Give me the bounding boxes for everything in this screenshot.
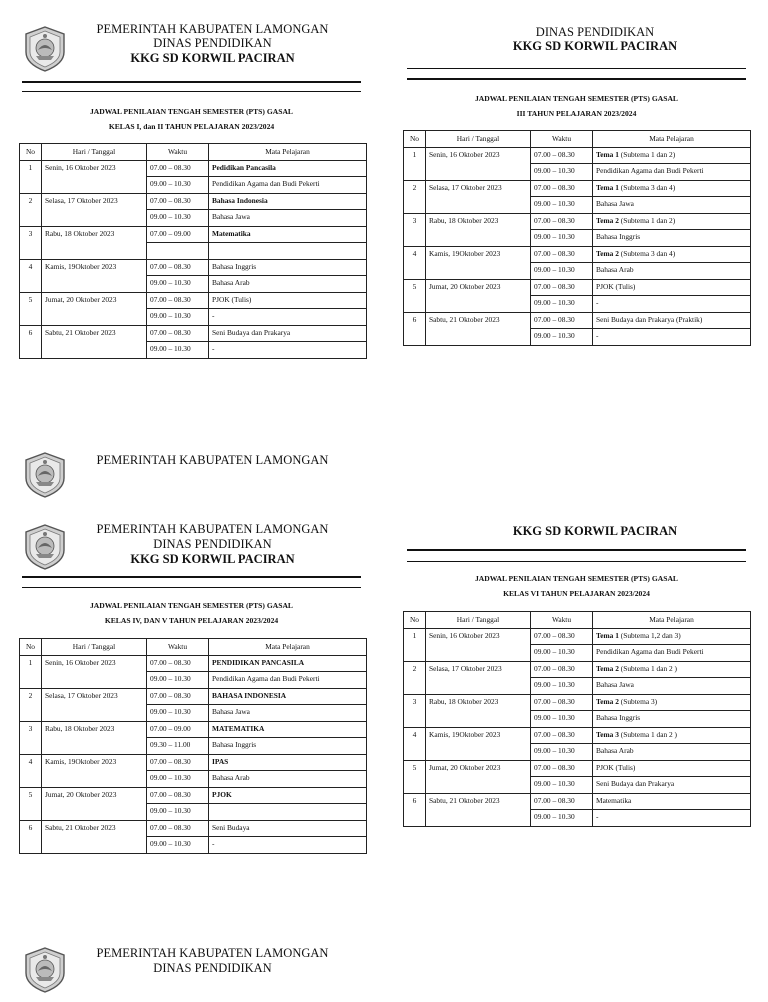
- row-subject: [209, 787, 367, 804]
- column-header: Mata Pelajaran: [209, 144, 367, 161]
- subject-bold: Tema 1: [596, 149, 619, 159]
- header-kkg: KKG SD KORWIL PACIRAN: [130, 51, 295, 65]
- header-rule: [22, 81, 361, 83]
- row-time: 07.00 – 09.00: [147, 721, 209, 738]
- row-number: 1: [20, 160, 42, 193]
- row-time: 09.00 – 10.30: [531, 263, 593, 280]
- subject-bold: Bahasa Indonesia: [212, 195, 268, 205]
- header-rule-thick: [407, 78, 746, 80]
- column-header: No: [20, 144, 42, 161]
- lamongan-emblem-icon: [24, 524, 66, 570]
- row-time: 09.00 – 10.30: [531, 678, 593, 695]
- row-time: 09.00 – 10.30: [531, 711, 593, 728]
- row-time: 07.00 – 08.30: [147, 754, 209, 771]
- row-number: 2: [404, 661, 426, 694]
- row-subject: [209, 309, 367, 326]
- subject-bold: MATEMATIKA: [212, 723, 265, 733]
- header-kkg: KKG SD KORWIL PACIRAN: [512, 524, 678, 538]
- row-subject: [209, 243, 367, 260]
- subject-text: (Subtema 3 dan 4): [618, 182, 676, 192]
- row-time: 09.00 – 10.30: [147, 210, 209, 227]
- row-subject: [209, 754, 367, 771]
- row-time: 07.00 – 08.30: [531, 147, 593, 164]
- subject-text: Bahasa Jawa: [212, 212, 250, 221]
- row-time: 09.00 – 10.30: [531, 230, 593, 247]
- row-time: 09.00 – 10.30: [531, 164, 593, 181]
- row-date: Sabtu, 21 Oktober 2023: [426, 312, 531, 345]
- row-time: 07.00 – 08.30: [531, 312, 593, 329]
- header-rule: [407, 549, 746, 551]
- subject-text: Bahasa Arab: [596, 265, 634, 274]
- row-time: 09.00 – 10.30: [147, 705, 209, 722]
- row-date: Rabu, 18 Oktober 2023: [426, 213, 531, 246]
- row-date: Kamis, 19Oktober 2023: [426, 246, 531, 279]
- header-rule: [22, 576, 361, 578]
- subject-bold: Tema 2: [596, 248, 619, 258]
- row-time: 09.00 – 10.30: [147, 672, 209, 689]
- row-time: 09.30 – 11.00: [147, 738, 209, 755]
- row-subject: [209, 721, 367, 738]
- subject-text: Seni Budaya dan Prakarya (Praktik): [596, 314, 703, 324]
- row-date: Kamis, 19Oktober 2023: [426, 727, 531, 760]
- table-header-row: [404, 612, 751, 629]
- row-number: 2: [20, 688, 42, 721]
- row-subject: [593, 628, 751, 645]
- row-date: Rabu, 18 Oktober 2023: [426, 694, 531, 727]
- column-header: No: [20, 639, 42, 656]
- row-date: Jumat, 20 Oktober 2023: [42, 292, 147, 325]
- subject-text: Bahasa Arab: [212, 773, 250, 782]
- subject-bold: Pedidikan Pancasila: [212, 162, 276, 172]
- row-subject: [209, 688, 367, 705]
- row-subject: [593, 147, 751, 164]
- subject-text: Pendidikan Agama dan Budi Pekerti: [212, 674, 320, 683]
- lamongan-emblem-icon: [24, 947, 66, 993]
- table-row: [20, 259, 367, 276]
- row-number: 6: [20, 325, 42, 358]
- schedule-subtitle: KELAS VI TAHUN PELAJARAN 2023/2024: [503, 589, 650, 598]
- row-time: 07.00 – 08.30: [147, 325, 209, 342]
- column-header: No: [404, 131, 426, 148]
- subject-bold: BAHASA INDONESIA: [212, 690, 287, 700]
- table-row: [404, 213, 751, 230]
- row-number: 5: [20, 292, 42, 325]
- subject-text: Bahasa Inggris: [212, 261, 257, 271]
- table-row: [404, 628, 751, 645]
- lamongan-emblem-icon: [24, 26, 66, 72]
- row-subject: [593, 312, 751, 329]
- table-row: [404, 727, 751, 744]
- table-row: [20, 820, 367, 837]
- row-subject: [209, 210, 367, 227]
- row-time: 09.00 – 10.30: [531, 777, 593, 794]
- row-number: 1: [404, 147, 426, 180]
- row-time: 07.00 – 08.30: [147, 688, 209, 705]
- column-header: Mata Pelajaran: [593, 131, 751, 148]
- table-row: [20, 688, 367, 705]
- column-header: Waktu: [147, 144, 209, 161]
- row-time: 09.00 – 10.30: [531, 744, 593, 761]
- subject-bold: Tema 3: [596, 729, 619, 739]
- subject-text: (Subtema 1,2 dan 3): [618, 630, 681, 640]
- schedule-title: JADWAL PENILAIAN TENGAH SEMESTER (PTS) GASAL: [474, 574, 679, 583]
- row-number: 3: [404, 694, 426, 727]
- row-number: 6: [404, 312, 426, 345]
- row-subject: [209, 259, 367, 276]
- row-subject: [209, 672, 367, 689]
- row-number: 4: [404, 727, 426, 760]
- column-header: Hari / Tanggal: [426, 612, 531, 629]
- column-header: Waktu: [531, 131, 593, 148]
- row-date: Kamis, 19Oktober 2023: [42, 754, 147, 787]
- row-date: Rabu, 18 Oktober 2023: [42, 721, 147, 754]
- row-time: 07.00 – 08.30: [531, 760, 593, 777]
- table-row: [20, 655, 367, 672]
- subject-text: Seni Budaya: [212, 822, 250, 832]
- row-subject: [593, 329, 751, 346]
- row-subject: [593, 711, 751, 728]
- row-number: 6: [20, 820, 42, 853]
- column-header: Mata Pelajaran: [209, 639, 367, 656]
- row-subject: [593, 760, 751, 777]
- schedule-table: [403, 130, 751, 346]
- subject-text: -: [212, 839, 215, 848]
- schedule-title: JADWAL PENILAIAN TENGAH SEMESTER (PTS) GASAL: [89, 107, 294, 116]
- subject-bold: PJOK: [212, 789, 232, 799]
- row-date: Jumat, 20 Oktober 2023: [426, 279, 531, 312]
- row-subject: [209, 276, 367, 293]
- header-rule-thin: [22, 587, 361, 588]
- column-header: Hari / Tanggal: [42, 639, 147, 656]
- header-regency: PEMERINTAH KABUPATEN LAMONGAN: [96, 453, 329, 467]
- subject-text: Bahasa Jawa: [596, 199, 634, 208]
- subject-text: Bahasa Arab: [212, 278, 250, 287]
- subject-text: (Subtema 1 dan 2): [618, 215, 676, 225]
- header-rule: [407, 68, 746, 69]
- row-time: 07.00 – 08.30: [531, 180, 593, 197]
- table-row: [404, 246, 751, 263]
- subject-text: (Subtema 1 dan 2): [618, 149, 676, 159]
- row-date: Selasa, 17 Oktober 2023: [42, 193, 147, 226]
- row-subject: [209, 738, 367, 755]
- row-time: 07.00 – 09.00: [147, 226, 209, 243]
- schedule-title: JADWAL PENILAIAN TENGAH SEMESTER (PTS) GASAL: [474, 94, 679, 103]
- row-date: Selasa, 17 Oktober 2023: [426, 661, 531, 694]
- row-time: 09.00 – 10.30: [147, 309, 209, 326]
- row-subject: [593, 197, 751, 214]
- header-rule-thin: [407, 561, 746, 562]
- subject-text: -: [596, 298, 599, 307]
- column-header: Hari / Tanggal: [426, 131, 531, 148]
- row-time: 07.00 – 08.30: [531, 727, 593, 744]
- row-time: 07.00 – 08.30: [147, 259, 209, 276]
- subject-bold: Matematika: [212, 228, 251, 238]
- row-time: 07.00 – 08.30: [531, 694, 593, 711]
- row-date: Selasa, 17 Oktober 2023: [426, 180, 531, 213]
- row-number: 3: [20, 226, 42, 259]
- row-time: 07.00 – 08.30: [531, 661, 593, 678]
- subject-text: Bahasa Inggris: [596, 713, 641, 722]
- row-date: Jumat, 20 Oktober 2023: [42, 787, 147, 820]
- row-date: Sabtu, 21 Oktober 2023: [42, 325, 147, 358]
- row-subject: [593, 793, 751, 810]
- row-time: 09.00 – 10.30: [531, 329, 593, 346]
- column-header: Hari / Tanggal: [42, 144, 147, 161]
- row-time: 07.00 – 08.30: [147, 193, 209, 210]
- subject-text: (Subtema 3): [618, 696, 658, 706]
- subject-text: Bahasa Jawa: [212, 707, 250, 716]
- subject-text: Pendidikan Agama dan Budi Pekerti: [596, 647, 704, 656]
- subject-text: PJOK (Tulis): [212, 294, 252, 304]
- header-department: DINAS PENDIDIKAN: [153, 537, 272, 551]
- table-row: [20, 226, 367, 243]
- row-number: 2: [404, 180, 426, 213]
- table-row: [20, 193, 367, 210]
- row-subject: [209, 325, 367, 342]
- row-time: 09.00 – 10.30: [147, 177, 209, 194]
- table-row: [20, 787, 367, 804]
- subject-text: Bahasa Inggris: [596, 232, 641, 241]
- subject-text: PJOK (Tulis): [596, 762, 636, 772]
- subject-text: Bahasa Jawa: [596, 680, 634, 689]
- subject-bold: Tema 2: [596, 215, 619, 225]
- table-row: [404, 180, 751, 197]
- schedule-subtitle: III TAHUN PELAJARAN 2023/2024: [516, 109, 637, 118]
- row-subject: [209, 160, 367, 177]
- table-row: [404, 760, 751, 777]
- column-header: No: [404, 612, 426, 629]
- header-department: DINAS PENDIDIKAN: [153, 961, 272, 975]
- subject-text: Pendidikan Agama dan Budi Pekerti: [212, 179, 320, 188]
- row-date: Senin, 16 Oktober 2023: [42, 655, 147, 688]
- row-number: 3: [404, 213, 426, 246]
- row-subject: [209, 292, 367, 309]
- row-date: Jumat, 20 Oktober 2023: [426, 760, 531, 793]
- row-subject: [593, 246, 751, 263]
- header-kkg: KKG SD KORWIL PACIRAN: [130, 552, 295, 566]
- schedule-subtitle: KELAS I, dan II TAHUN PELAJARAN 2023/2024: [108, 122, 275, 131]
- header-department: DINAS PENDIDIKAN: [153, 36, 272, 50]
- header-rule-thin: [22, 91, 361, 92]
- row-subject: [593, 694, 751, 711]
- row-number: 4: [20, 259, 42, 292]
- row-subject: [593, 810, 751, 827]
- row-subject: [209, 177, 367, 194]
- schedule-table: [19, 638, 367, 854]
- table-row: [20, 325, 367, 342]
- row-subject: [209, 804, 367, 821]
- column-header: Waktu: [531, 612, 593, 629]
- column-header: Mata Pelajaran: [593, 612, 751, 629]
- row-number: 4: [20, 754, 42, 787]
- row-time: 07.00 – 08.30: [147, 655, 209, 672]
- row-time: [147, 243, 209, 260]
- subject-bold: IPAS: [212, 756, 229, 766]
- row-subject: [593, 164, 751, 181]
- row-date: Senin, 16 Oktober 2023: [426, 628, 531, 661]
- header-kkg: KKG SD KORWIL PACIRAN: [512, 39, 678, 53]
- row-subject: [593, 279, 751, 296]
- row-number: 5: [404, 279, 426, 312]
- row-time: 09.00 – 10.30: [531, 197, 593, 214]
- header-regency: PEMERINTAH KABUPATEN LAMONGAN: [96, 946, 329, 960]
- table-header-row: [20, 144, 367, 161]
- row-subject: [593, 230, 751, 247]
- row-subject: [209, 342, 367, 359]
- row-date: Kamis, 19Oktober 2023: [42, 259, 147, 292]
- subject-text: (Subtema 1 dan 2 ): [618, 729, 678, 739]
- table-row: [20, 160, 367, 177]
- row-subject: [209, 226, 367, 243]
- subject-bold: Tema 2: [596, 663, 619, 673]
- row-subject: [593, 777, 751, 794]
- row-time: 07.00 – 08.30: [531, 246, 593, 263]
- table-row: [404, 793, 751, 810]
- row-subject: [593, 263, 751, 280]
- subject-text: -: [596, 812, 599, 821]
- row-time: 07.00 – 08.30: [147, 160, 209, 177]
- table-row: [20, 754, 367, 771]
- row-subject: [593, 645, 751, 662]
- row-time: 07.00 – 08.30: [531, 213, 593, 230]
- table-header-row: [404, 131, 751, 148]
- row-subject: [209, 771, 367, 788]
- row-subject: [593, 661, 751, 678]
- subject-text: Bahasa Inggris: [212, 740, 257, 749]
- table-row: [404, 279, 751, 296]
- row-time: 09.00 – 10.30: [147, 771, 209, 788]
- schedule-subtitle: KELAS IV, DAN V TAHUN PELAJARAN 2023/2024: [104, 616, 279, 625]
- table-header-row: [20, 639, 367, 656]
- row-time: 09.00 – 10.30: [531, 645, 593, 662]
- subject-text: (Subtema 1 dan 2 ): [618, 663, 678, 673]
- row-time: 09.00 – 10.30: [147, 276, 209, 293]
- table-row: [404, 694, 751, 711]
- row-number: 5: [20, 787, 42, 820]
- row-time: 07.00 – 08.30: [147, 820, 209, 837]
- row-subject: [593, 296, 751, 313]
- row-number: 3: [20, 721, 42, 754]
- column-header: Waktu: [147, 639, 209, 656]
- row-time: 07.00 – 08.30: [147, 787, 209, 804]
- row-subject: [209, 655, 367, 672]
- row-time: 07.00 – 08.30: [531, 279, 593, 296]
- row-date: Senin, 16 Oktober 2023: [426, 147, 531, 180]
- row-time: 07.00 – 08.30: [147, 292, 209, 309]
- subject-text: PJOK (Tulis): [596, 281, 636, 291]
- row-number: 6: [404, 793, 426, 826]
- table-row: [404, 147, 751, 164]
- row-date: Sabtu, 21 Oktober 2023: [42, 820, 147, 853]
- row-date: Senin, 16 Oktober 2023: [42, 160, 147, 193]
- row-subject: [209, 705, 367, 722]
- row-time: 09.00 – 10.30: [531, 296, 593, 313]
- header-regency: PEMERINTAH KABUPATEN LAMONGAN: [96, 522, 329, 536]
- schedule-title: JADWAL PENILAIAN TENGAH SEMESTER (PTS) GASAL: [89, 601, 294, 610]
- table-row: [20, 292, 367, 309]
- header-regency: PEMERINTAH KABUPATEN LAMONGAN: [96, 22, 329, 36]
- schedule-table: [403, 611, 751, 827]
- row-time: 09.00 – 10.30: [147, 804, 209, 821]
- schedule-table: [19, 143, 367, 359]
- subject-text: -: [596, 331, 599, 340]
- subject-bold: PENDIDIKAN PANCASILA: [212, 657, 305, 667]
- subject-bold: Tema 2: [596, 696, 619, 706]
- row-date: Selasa, 17 Oktober 2023: [42, 688, 147, 721]
- subject-text: Seni Budaya dan Prakarya: [212, 327, 291, 337]
- row-time: 09.00 – 10.30: [147, 837, 209, 854]
- row-date: Rabu, 18 Oktober 2023: [42, 226, 147, 259]
- subject-text: Bahasa Arab: [596, 746, 634, 755]
- header-department: DINAS PENDIDIKAN: [535, 25, 655, 39]
- row-subject: [593, 744, 751, 761]
- row-subject: [593, 213, 751, 230]
- subject-bold: Tema 1: [596, 630, 619, 640]
- row-number: 4: [404, 246, 426, 279]
- subject-text: Pendidikan Agama dan Budi Pekerti: [596, 166, 704, 175]
- subject-text: -: [212, 344, 215, 353]
- row-subject: [593, 678, 751, 695]
- subject-text: Matematika: [596, 795, 632, 805]
- subject-text: Seni Budaya dan Prakarya: [596, 779, 675, 788]
- table-row: [404, 312, 751, 329]
- row-time: 07.00 – 08.30: [531, 628, 593, 645]
- row-time: 09.00 – 10.30: [147, 342, 209, 359]
- row-number: 2: [20, 193, 42, 226]
- subject-text: -: [212, 311, 215, 320]
- row-number: 1: [20, 655, 42, 688]
- row-time: 07.00 – 08.30: [531, 793, 593, 810]
- subject-bold: Tema 1: [596, 182, 619, 192]
- row-subject: [593, 180, 751, 197]
- row-subject: [209, 193, 367, 210]
- row-number: 5: [404, 760, 426, 793]
- row-time: 09.00 – 10.30: [531, 810, 593, 827]
- table-row: [20, 721, 367, 738]
- row-subject: [209, 837, 367, 854]
- row-number: 1: [404, 628, 426, 661]
- table-row: [404, 661, 751, 678]
- row-date: Sabtu, 21 Oktober 2023: [426, 793, 531, 826]
- row-subject: [593, 727, 751, 744]
- subject-text: (Subtema 3 dan 4): [618, 248, 676, 258]
- row-subject: [209, 820, 367, 837]
- lamongan-emblem-icon: [24, 452, 66, 498]
